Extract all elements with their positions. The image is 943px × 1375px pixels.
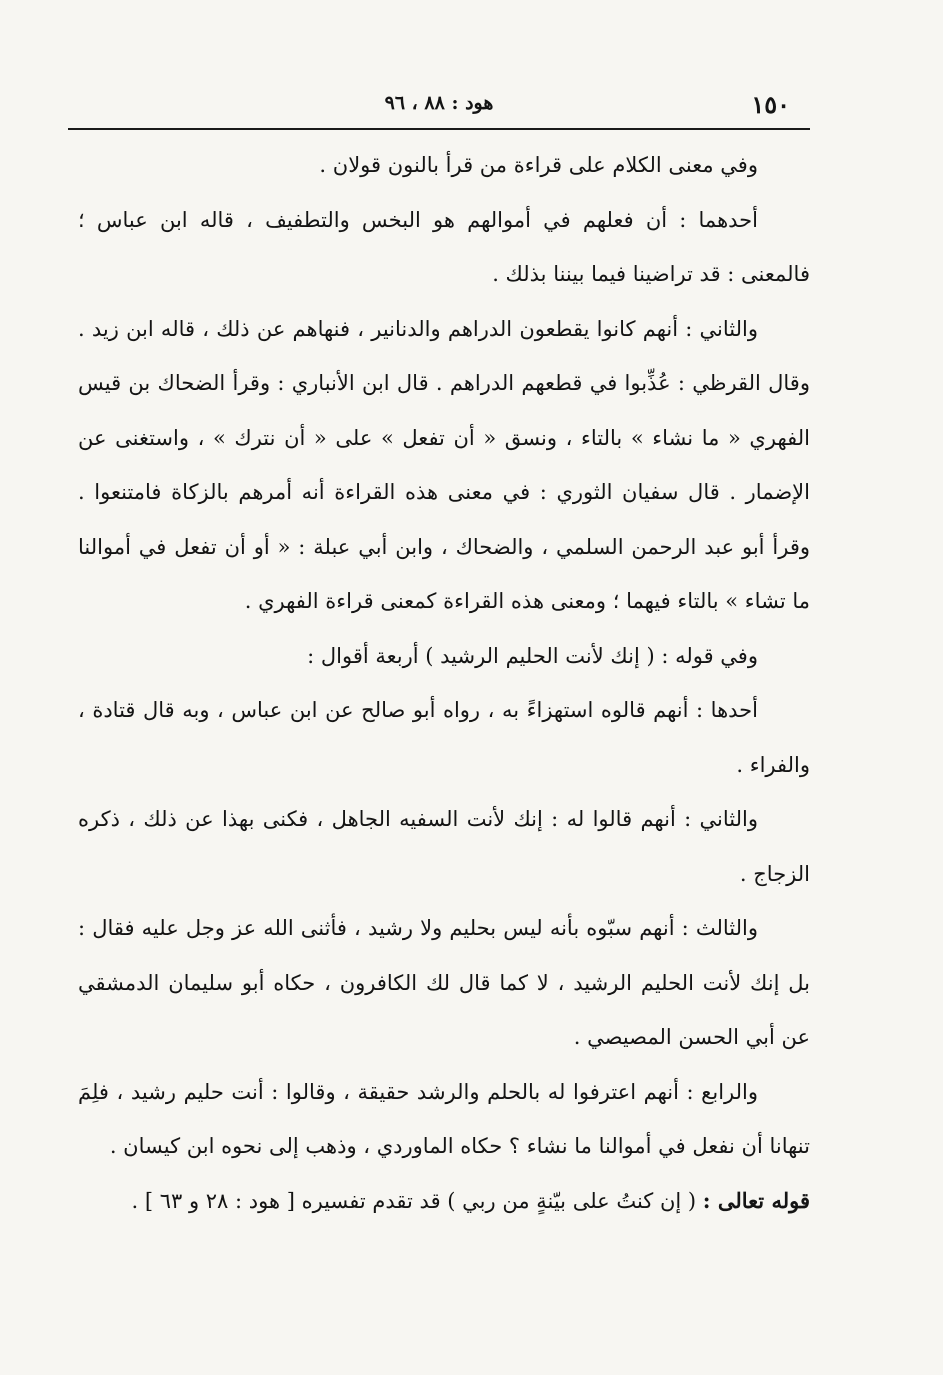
paragraph: أحدها : أنهم قالوه استهزاءً به ، رواه أبو صالح عن ابن عباس ، وبه قال قتادة ، والفراء . bbox=[78, 698, 810, 777]
body-text bbox=[78, 138, 810, 1228]
paragraph: والرابع : أنهم اعترفوا له بالحلم والرشد حقيقة ، وقالوا : أنت حليم رشيد ، فلِمَ تنهانا أن نفعل في أموالنا ما نشاء ؟ حكاه الماوردي ، وذهب إلى نحوه ابن كيسان . bbox=[78, 1079, 810, 1158]
paragraph bbox=[78, 1174, 810, 1229]
paragraph: وفي معنى الكلام على قراءة من قرأ بالنون قولان . bbox=[319, 153, 758, 177]
paragraph: والثاني : أنهم كانوا يقطعون الدراهم والدنانير ، فنهاهم عن ذلك ، قاله ابن زيد . وقال القرظي : عُذِّبوا في قطعهم الدراهم . قال ابن الأنباري : وقرأ الضحاك بن قيس الفهري « ما نشاء » بالتاء ، ونسق « أن تفعل » على « أن نترك » ، واستغنى عن الإضمار . قال سفيان الثوري : في معنى هذه القراءة أنه أمرهم بالزكاة فامتنعوا . وقرأ أبو عبد الرحمن السلمي ، والضحاك ، وابن أبي عبلة : « أو أن تفعل في أموالنا ما تشاء » بالتاء فيهما ؛ ومعنى هذه القراءة كمعنى قراءة الفهري . bbox=[78, 316, 810, 613]
running-head: هود : ٨٨ ، ٩٦ bbox=[384, 92, 494, 114]
verse-commentary: ( إن كنتُ على بيّنةٍ من ربي ) قد تقدم تفسيره [ هود : ٢٨ و ٦٣ ] . bbox=[131, 1188, 703, 1213]
header-rule bbox=[68, 128, 810, 130]
paragraph: والثاني : أنهم قالوا له : إنك لأنت السفيه الجاهل ، فكنى بهذا عن ذلك ، ذكره الزجاج . bbox=[78, 807, 810, 886]
verse-lead: قوله تعالى : bbox=[702, 1187, 810, 1213]
page-header bbox=[68, 88, 810, 128]
paragraph: وفي قوله : ( إنك لأنت الحليم الرشيد ) أربعة أقوال : bbox=[307, 643, 758, 668]
paragraph: والثالث : أنهم سبّوه بأنه ليس بحليم ولا رشيد ، فأثنى الله عز وجل عليه فقال : بل إنك لأنت الحليم الرشيد ، لا كما قال لك الكافرون ، حكاه أبو سليمان الدمشقي عن أبي الحسن المصيصي . bbox=[78, 916, 810, 1049]
paragraph: أحدهما : أن فعلهم في أموالهم هو البخس والتطفيف ، قاله ابن عباس ؛ فالمعنى : قد تراضينا فيما بيننا بذلك . bbox=[78, 207, 810, 286]
page-number: ١٥٠ bbox=[751, 90, 790, 119]
